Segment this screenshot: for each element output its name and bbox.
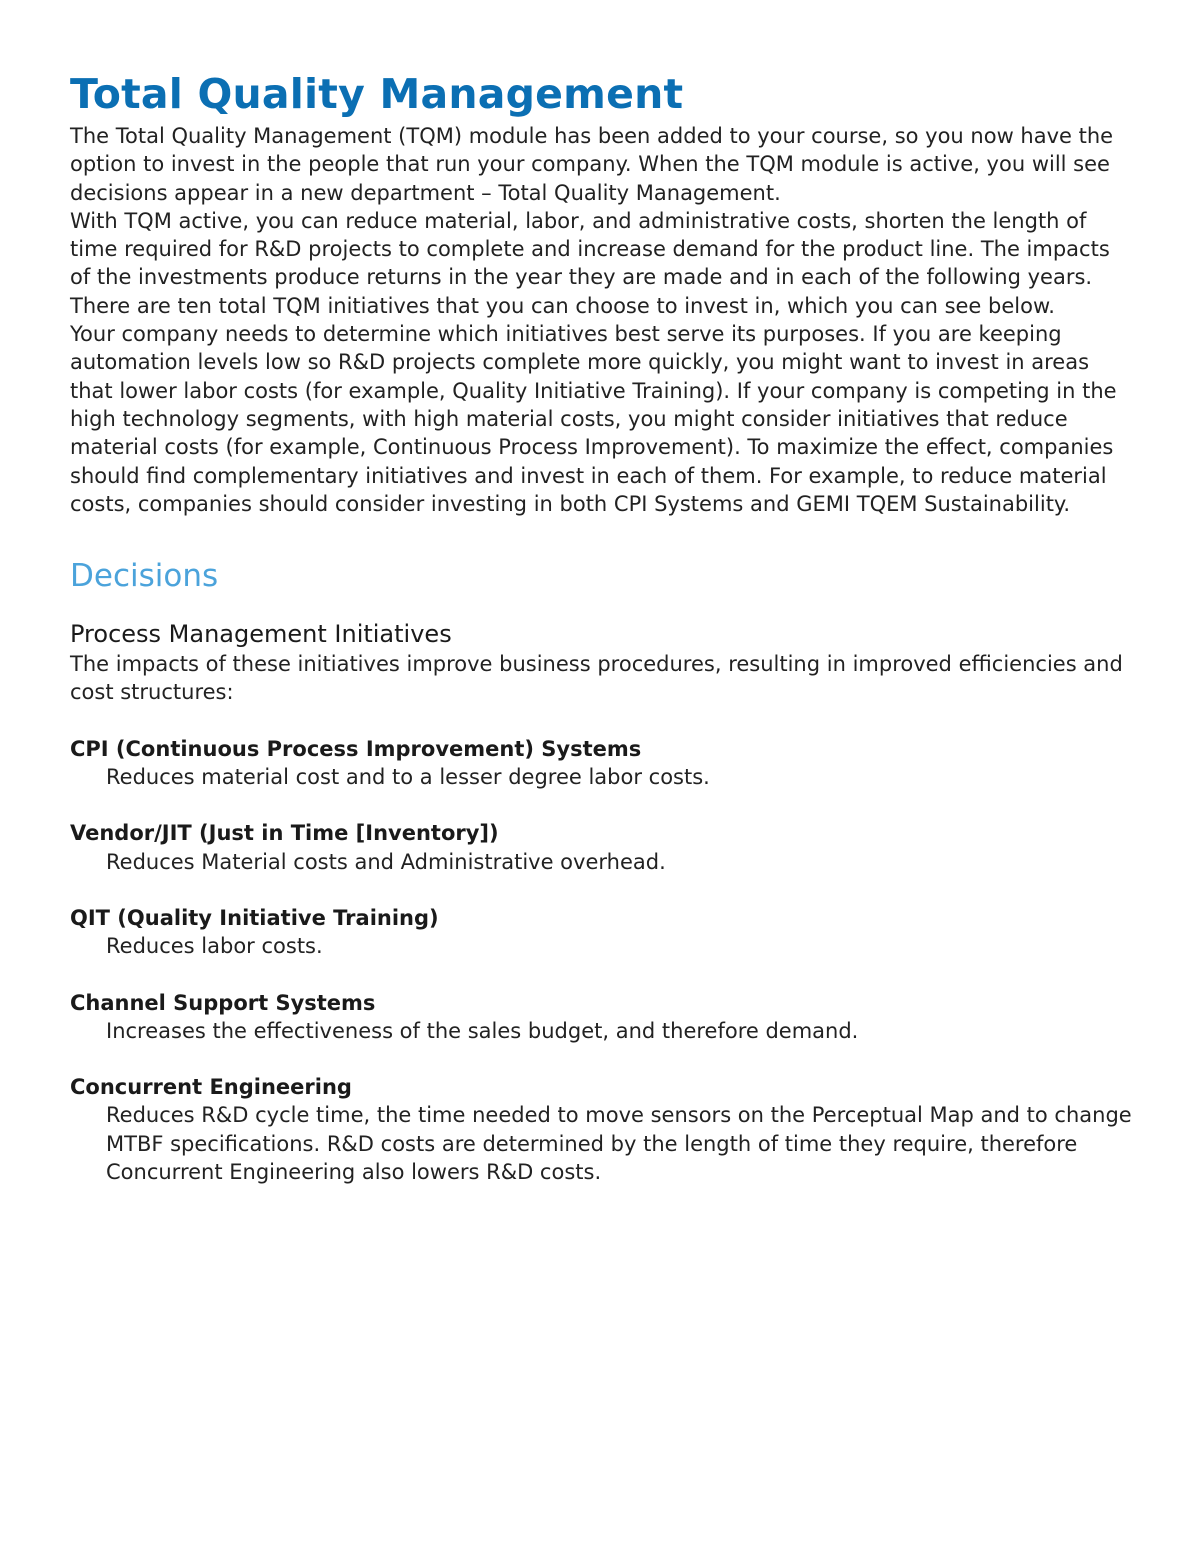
initiative-description: Reduces material cost and to a lesser degree labor costs. — [106, 765, 710, 790]
initiative-description: Reduces labor costs. — [106, 934, 323, 959]
initiative-title: QIT (Quality Initiative Training) — [70, 905, 439, 930]
initiative-channel-support — [70, 989, 1135, 1046]
initiative-cpi — [70, 735, 1135, 792]
initiative-concurrent-engineering — [70, 1073, 1135, 1186]
initiative-title: CPI (Continuous Process Improvement) Systems — [70, 736, 642, 761]
initiative-vendor-jit — [70, 819, 1135, 876]
decisions-heading: Decisions — [70, 558, 219, 595]
intro-paragraph-1: The Total Quality Management (TQM) module has been added to your course, so you now have the option to invest in the people that run your company. When the TQM module is active, you will see decisions appear in a new department – Total Quality Management. — [70, 124, 1114, 205]
document-title: Total Quality Management — [70, 70, 684, 118]
initiative-title: Channel Support Systems — [70, 990, 376, 1015]
initiative-qit — [70, 904, 1135, 961]
initiative-description: Reduces R&D cycle time, the time needed to move sensors on the Perceptual Map and to change MTBF specifications. R&D costs are determined by the length of time they require, therefore Concurrent Engineering also lowers R&D costs. — [106, 1103, 1132, 1185]
initiative-description: Reduces Material costs and Administrative overhead. — [106, 849, 666, 874]
document-page — [70, 66, 1135, 1186]
initiative-description: Increases the effectiveness of the sales budget, and therefore demand. — [106, 1018, 859, 1043]
intro-paragraph-3: Your company needs to determine which initiatives best serve its purposes. If you are keeping automation levels low so R&D projects complete more quickly, you might want to invest in areas that lower labor costs (for example, Quality Initiative Training). If your company is competing in the high technology segments, with high material costs, you might consider initiatives that reduce material costs (for example, Continuous Process Improvement). To maximize the effect, companies should find complementary initiatives and invest in each of them. For example, to reduce material costs, companies should consider investing in both CPI Systems and GEMI TQEM Sustainability. — [70, 322, 1117, 516]
process-initiatives-description: The impacts of these initiatives improve business procedures, resulting in improved efficiencies and cost structures: — [70, 652, 1123, 705]
initiative-title: Concurrent Engineering — [70, 1075, 352, 1100]
intro-paragraph-2: With TQM active, you can reduce material, labor, and administrative costs, shorten the length of time required for R&D projects to complete and increase demand for the product line. The impacts of the investments produce returns in the year they are made and in each of the following years. There are ten total TQM initiatives that you can choose to invest in, which you can see below. — [70, 208, 1110, 318]
initiative-title: Vendor/JIT (Just in Time [Inventory]) — [70, 821, 499, 846]
process-initiatives-heading: Process Management Initiatives — [70, 620, 452, 649]
